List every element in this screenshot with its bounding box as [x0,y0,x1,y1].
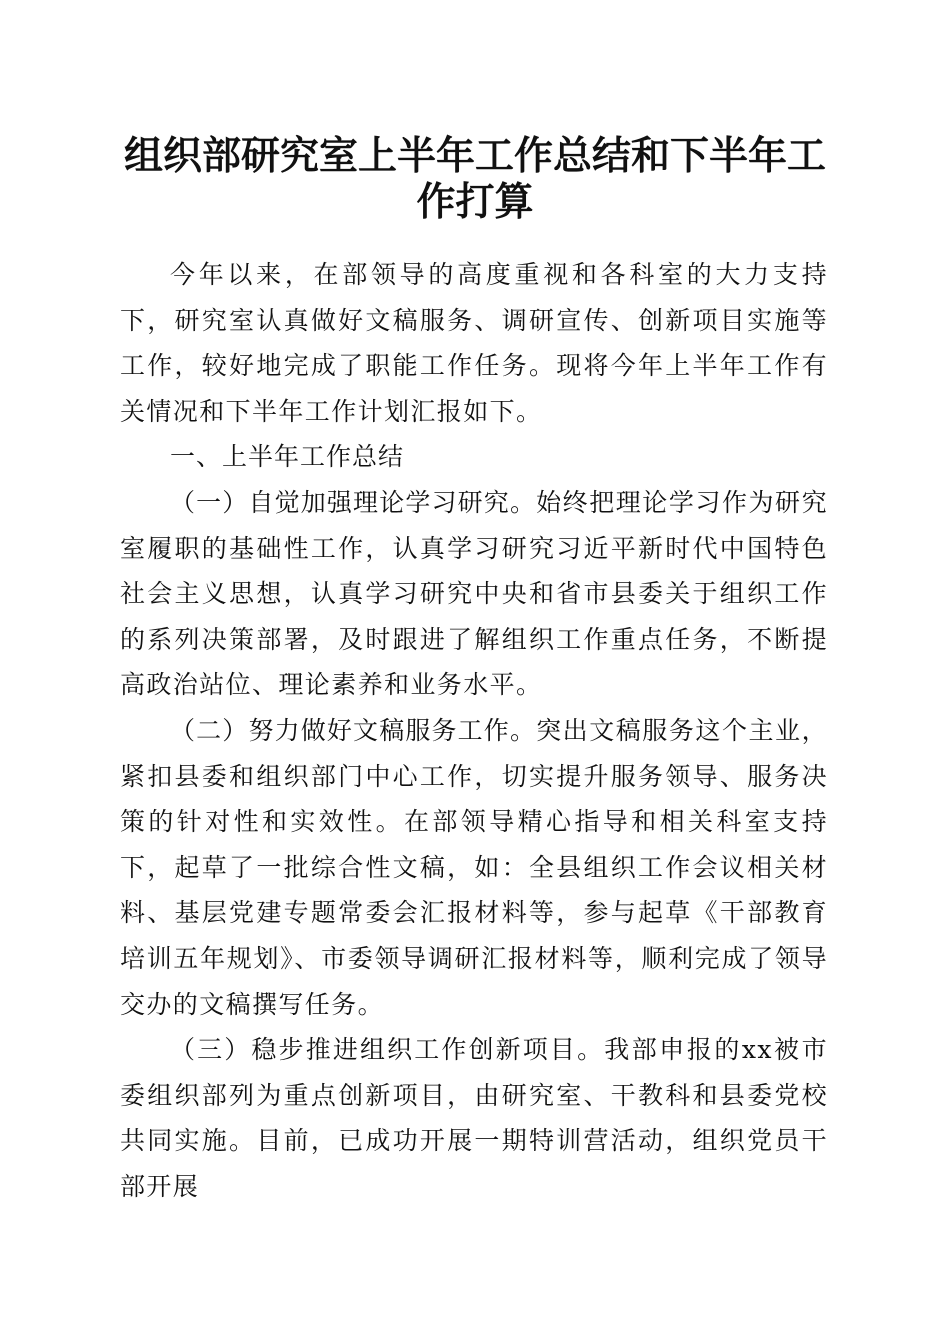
item-1-lead: （一）自觉加强理论学习研究。 [170,487,537,517]
item-3-lead: （三）稳步推进组织工作创新项目。 [170,1035,605,1065]
intro-paragraph: 今年以来，在部领导的高度重视和各科室的大力支持下，研究室认真做好文稿服务、调研宣传、创新项目实施等工作，较好地完成了职能工作任务。现将今年上半年工作有关情况和下半年工作计划汇报如下。 [120,260,828,426]
paragraph-item-1 [120,480,828,708]
item-1-text: 始终把理论学习作为研究室履职的基础性工作，认真学习研究习近平新时代中国特色社会主义思想，认真学习研究中央和省市县委关于组织工作的系列决策部署，及时跟进了解组织工作重点任务，不断提高政治站位、理论素养和业务水平。 [120,487,828,700]
document-title: 组织部研究室上半年工作总结和下半年工作打算 [123,133,826,225]
paragraph-item-2 [120,708,828,1027]
item-2-text: 突出文稿服务这个主业，紧扣县委和组织部门中心工作，切实提升服务领导、服务决策的针对性和实效性。在部领导精心指导和相关科室支持下，起草了一批综合性文稿，如：全县组织工作会议相关材料、基层党建专题常委会汇报材料等，参与起草《干部教育培训五年规划》、市委领导调研汇报材料等，顺利完成了领导交办的文稿撰写任务。 [120,715,828,1019]
section-heading: 一、上半年工作总结 [170,442,405,472]
document-body [120,252,828,1209]
item-3-text: 我部申报的xx被市委组织部列为重点创新项目，由研究室、干教科和县委党校共同实施。目前，已成功开展一期特训营活动，组织党员干部开展 [120,1035,828,1201]
item-2-lead: （二）努力做好文稿服务工作。 [170,715,537,745]
paragraph-item-3 [120,1027,828,1209]
